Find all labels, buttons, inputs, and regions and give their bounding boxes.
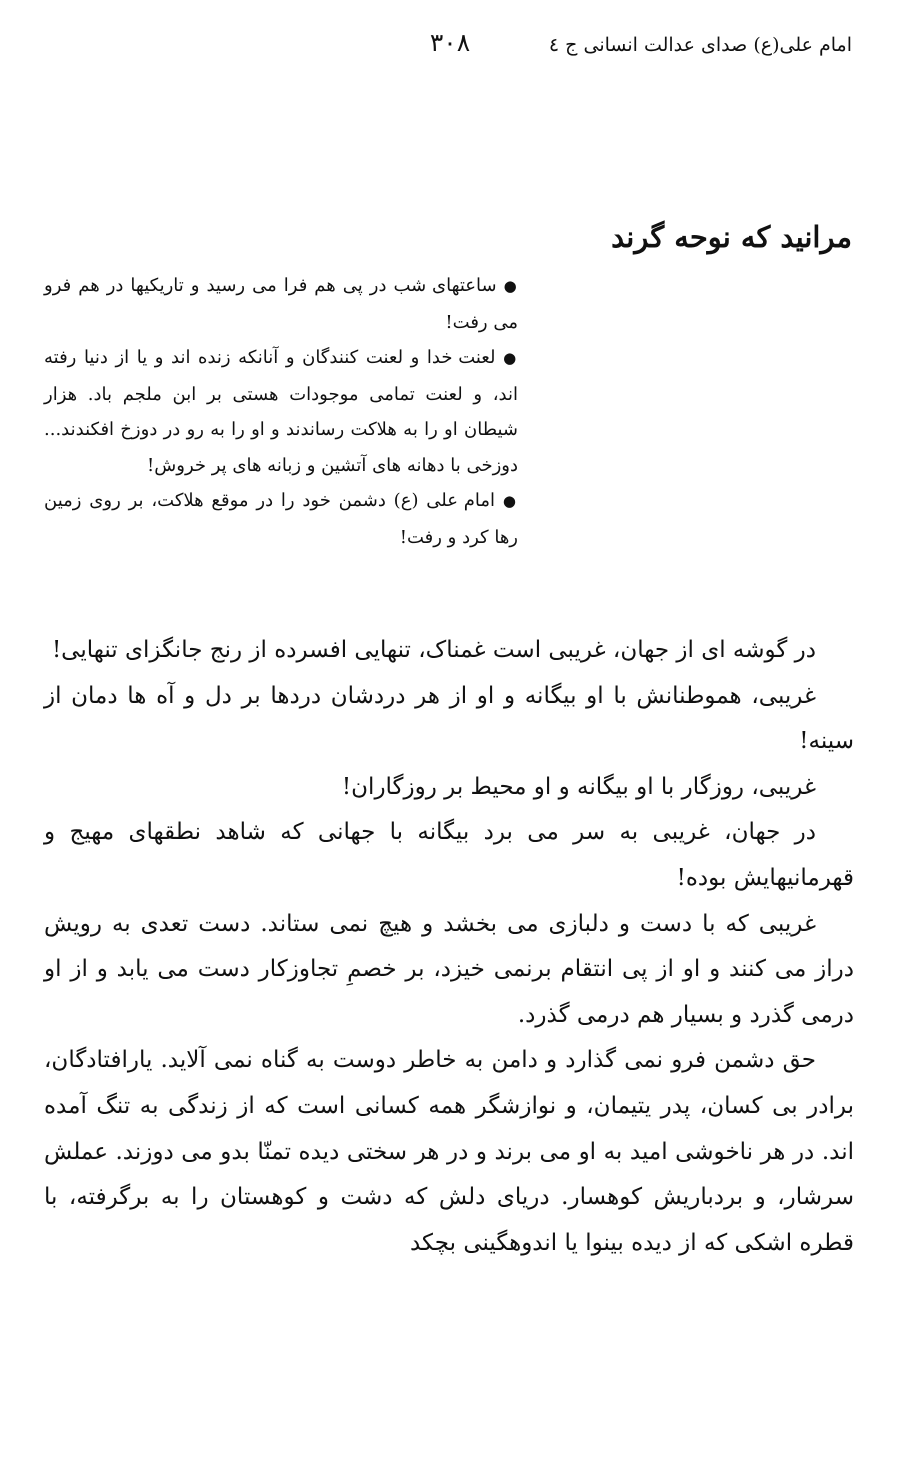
body-paragraph: حق دشمن فرو نمی گذارد و دامن به خاطر دوست به گناه نمی آلاید. یارافتادگان، برادر بی کسان، پدر یتیمان، و نوازشگر همه کسانی است که از زندگی به تنگ آمده اند. در هر ناخوشی امید به او می برند و در هر سختی دیده تمنّا بدو می دوزند. عملش سرشار، و بردباریش کوهسار. دریای دلش که دشت و کوهستان را به برگرفته، با قطره اشکی که از دیده بینوا یا اندوهگینی بچکد xyxy=(44,1047,854,1256)
body-text xyxy=(44,628,854,1266)
body-paragraph: در گوشه ای از جهان، غریبی است غمناک، تنهایی افسرده از رنج جانگزای تنهایی! xyxy=(51,637,816,663)
summary-item-text: لعنت خدا و لعنت کنندگان و آنانکه زنده اند و یا از دنیا رفته اند، و لعنت تمامی موجودات هستی بر ابن ملجم باد. هزار شیطان او را به هلاکت رساندند و او را به رو در دوزخ افکندند... دوزخی با دهانه های آتشین و زبانه های پر خروش! xyxy=(44,347,518,476)
summary-box xyxy=(44,268,518,555)
summary-item xyxy=(44,340,518,483)
page-number: ٣٠٨ xyxy=(429,28,471,57)
summary-item-text: امام علی (ع) دشمن خود را در موقع هلاکت، بر روی زمین رها کرد و رفت! xyxy=(44,490,518,548)
body-paragraph: در جهان، غریبی به سر می برد بیگانه با جهانی که شاهد نطقهای مهیج و قهرمانیهایش بوده! xyxy=(44,819,854,891)
bullet-icon: ● xyxy=(503,349,518,367)
body-paragraph: غریبی، هموطنانش با او بیگانه و او از هر دردشان دردها بر دل و آه ها دمان از سینه! xyxy=(44,682,854,755)
bullet-icon: ● xyxy=(502,492,518,510)
summary-item xyxy=(44,268,518,340)
section-title: مرانید که نوحه گرند xyxy=(611,220,852,254)
body-paragraph: غریبی که با دست و دلبازی می بخشد و هیچ نمی ستاند. دست تعدی به رویش دراز می کنند و او از پی انتقام برنمی خیزد، بر خصمِ تجاوزکار دست می یابد و از او درمی گذرد و بسیار هم درمی گذرد. xyxy=(44,910,854,1028)
summary-item xyxy=(44,483,518,555)
summary-item-text: ساعتهای شب در پی هم فرا می رسید و تاریکیها در هم فرو می رفت! xyxy=(44,275,518,333)
bullet-icon: ● xyxy=(503,277,518,295)
body-paragraph: غریبی، روزگار با او بیگانه و او محیط بر روزگاران! xyxy=(341,773,816,800)
running-header-title: امام علی(ع) صدای عدالت انسانی ج ٤ xyxy=(548,34,852,56)
